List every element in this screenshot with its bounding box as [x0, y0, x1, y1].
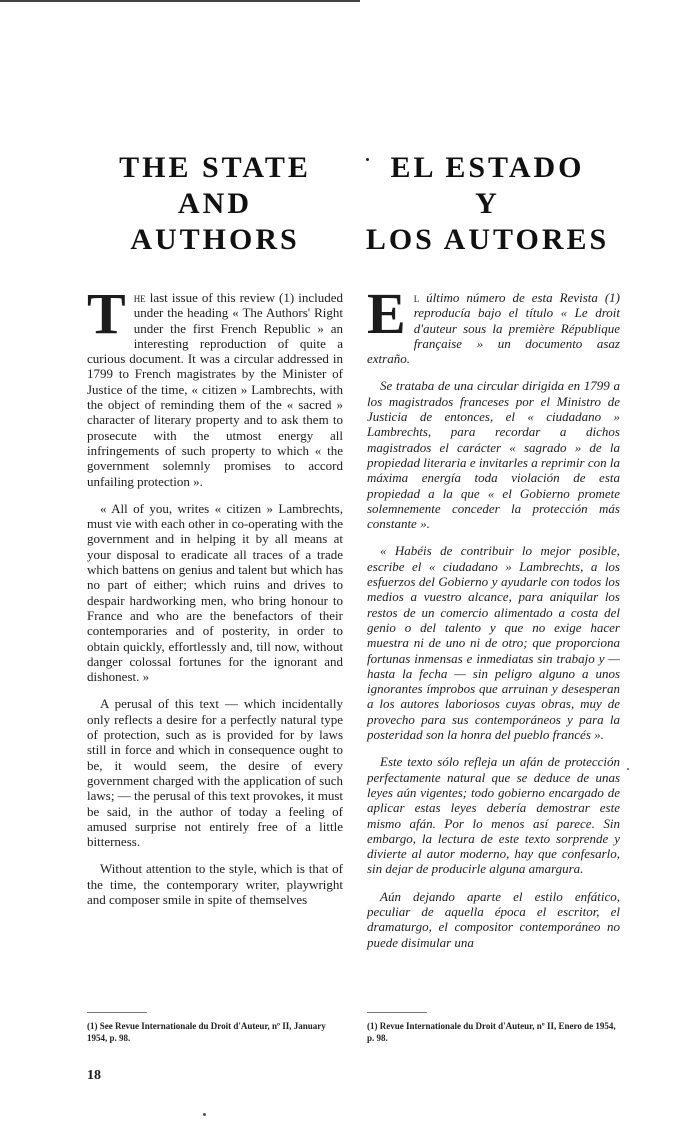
- footnote-english: (1) See Revue Internationale du Droit d'Auteur, nº II, January 1954, p. 98.: [87, 1021, 326, 1043]
- footnote-spanish: (1) Revue Internationale du Droit d'Auteur, nº II, Enero de 1954, p. 98.: [367, 1021, 616, 1043]
- english-paragraph-1-text: last issue of this review (1) included under the heading « The Authors' Right under the first French Republic » an interesting reproduction of quite a curious document. It was a circular addressed in 1799 to French magistrates by the Minister of Justice of the time, « citizen » Lambrechts, with the object of reminding them of the « sacred » character of literary property and to ask them to prosecute with the utmost energy all infringements of such property to which « the government solemnly promises to accord unfailing protection ».: [87, 290, 343, 489]
- english-drop-cap: T: [87, 281, 126, 346]
- title-english-line-1: THE STATE: [119, 151, 311, 184]
- english-paragraph-3: A perusal of this text — which incidentally only reflects a desire for a perfectly natural type of protection, such as is provided for by laws still in force and which in consequence ought to be, it would seem, the desire of every government charged with the application of such laws; — the perusal of this text provokes, it must be said, in the author of today a feeling of amused surprise not entirely free of a little bitterness.: [87, 696, 343, 850]
- title-spanish-line-3: LOS AUTORES: [365, 223, 610, 256]
- top-rule: [0, 0, 360, 2]
- title-spanish-line-2: Y: [475, 187, 500, 220]
- spanish-drop-cap: E: [367, 281, 406, 346]
- title-english-line-3: AUTHORS: [130, 223, 300, 256]
- title-spanish-line-1: EL ESTADO: [390, 151, 585, 184]
- spanish-column: [367, 281, 620, 962]
- scan-speck: [627, 768, 629, 770]
- spanish-paragraph-1: [367, 281, 620, 367]
- spanish-paragraph-4: Este texto sólo refleja un afán de protección perfectamente natural que se deduce de unas leyes aún vigentes; todo gobierno encargado de aplicar estas leyes debería demostrar este mismo afán. Por lo menos así parece. Sin embargo, la lectura de este texto sorprende y divierte al autor moderno, hay que confesarlo, sin dejar de producirle alguna amargura.: [367, 754, 620, 877]
- spanish-paragraph-5: Aún dejando aparte el estilo enfático, peculiar de aquella época el escritor, el dramaturgo, el compositor contemporáneo no puede disimular una: [367, 888, 620, 950]
- spanish-paragraph-1-text: último número de esta Revista (1) reproducía bajo el título « Le droit d'auteur sous la première République française » un documento asaz extraño.: [367, 290, 620, 367]
- spanish-paragraph-2: Se trataba de una circular dirigida en 1799 a los magistrados franceses por el Ministro de Justicia de entonces, el « ciudadano » Lambrechts, para recordar a dichos magistrados el carácter « sagrado » de la propiedad literaria e invitarles a reprimir con la máxima energía toda violación de esta propiedad a la que « el Gobierno promete solemnemente conceder la protección más constante ».: [367, 378, 620, 532]
- english-paragraph-2: « All of you, writes « citizen » Lambrechts, must vie with each other in co-operating with the government and in helping it by all means at your disposal to eradicate all traces of a trade which battens on genius and talent but which has no part of either; which ruins and drives to despair hardworking men, who bring honour to France and who are the benefactors of their contemporaries and of posterity, in order to obtain quickly, effortlessly and, till now, without danger colossal fortunes for the ignorant and dishonest. »: [87, 500, 343, 685]
- spanish-lead-word: l: [413, 290, 420, 305]
- footnote-rule-english: [87, 1012, 147, 1013]
- title-english: [90, 150, 340, 258]
- english-column: [87, 281, 343, 919]
- spanish-paragraph-3: « Habéis de contribuir lo mejor posible, escribe el « ciudadano » Lambrechts, a los esfuerzos del Gobierno y ayudarle con todos los medios a vuestro alcance, para aniquilar los restos de un comercio alimentado a costa del genio o del talento y que no exige hacer muestra ni de uno ni de otro; que proporciona fortunas inmensas e inmediatas sin trabajo y — hasta la fecha — sin peligro alguno a unos ignorantes ímprobos que arruinan y desesperan a los autores laboriosos cuyas obras, muy de provecho para sus contemporáneos y para la posteridad son la honra del pueblo francés ».: [367, 543, 620, 743]
- english-lead-word: he: [133, 290, 146, 305]
- page-number: 18: [87, 1068, 101, 1083]
- title-spanish: [355, 150, 620, 258]
- english-paragraph-1: [87, 281, 343, 489]
- title-english-line-2: AND: [178, 187, 252, 220]
- footnote-rule-spanish: [367, 1012, 427, 1013]
- scan-speck: [203, 1113, 206, 1116]
- english-paragraph-4: Without attention to the style, which is that of the time, the contemporary writer, playwright and composer smile in spite of themselves: [87, 861, 343, 907]
